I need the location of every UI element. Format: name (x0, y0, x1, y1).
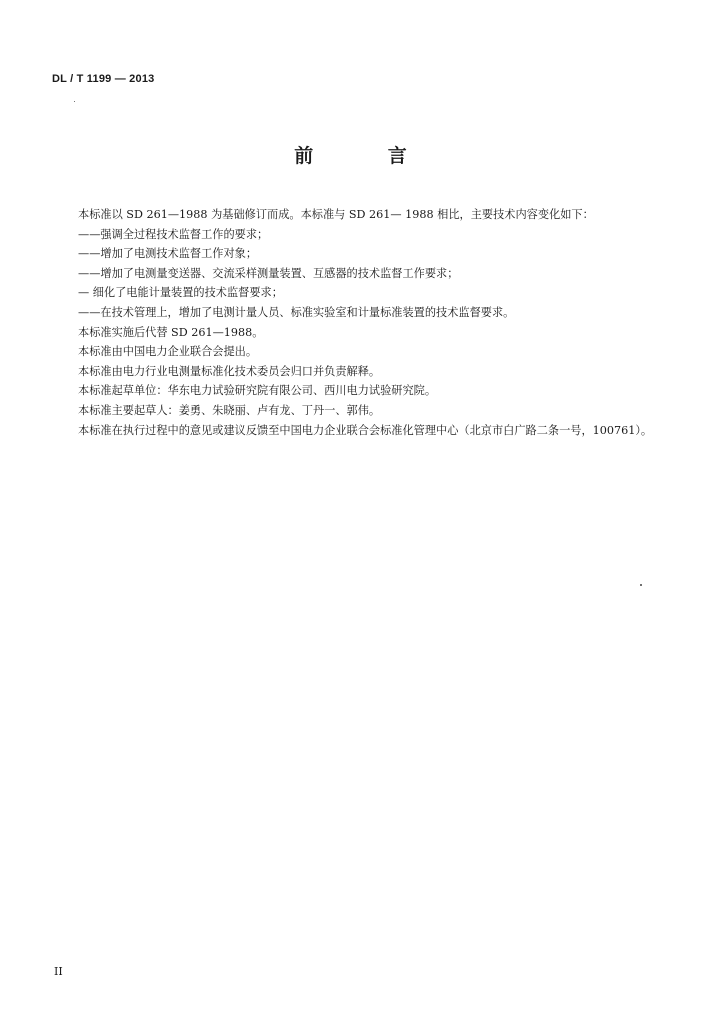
list-item-3: ——增加了电测量变送器、交流采样测量装置、互感器的技术监督工作要求； (78, 266, 459, 280)
list-item-4: — 细化了电能计量装置的技术监督要求； (78, 286, 283, 300)
paragraph-intro: 本标准以 SD 261—1988 为基础修订而成。本标准与 SD 261— 1988 相比，主要技术内容变化如下： (78, 208, 594, 221)
list-item-5: ——在技术管理上，增加了电测计量人员、标准实验室和计量标准装置的技术监督要求。 (78, 305, 515, 319)
list-item-1: ——强调全过程技术监督工作的要求； (78, 227, 269, 241)
standard-number: DL / T 1199 — 2013 (52, 73, 155, 85)
paragraph-drafting-units: 本标准起草单位：华东电力试验研究院有限公司、西川电力试验研究院。 (78, 384, 437, 398)
foreword-body (52, 205, 656, 440)
scan-speck (640, 584, 642, 586)
scan-speck (74, 101, 75, 102)
paragraph-proposer: 本标准由中国电力企业联合会提出。 (78, 345, 258, 359)
page-number: II (54, 965, 63, 978)
paragraph-committee: 本标准由电力行业电测量标准化技术委员会归口并负责解释。 (78, 364, 381, 378)
paragraph-feedback: 本标准在执行过程中的意见或建议反馈至中国电力企业联合会标准化管理中心（北京市白广路二条一号，100761）。 (78, 423, 653, 437)
paragraph-replaces: 本标准实施后代替 SD 261—1988。 (78, 325, 264, 339)
page-title: 前 言 (294, 145, 441, 167)
list-item-2: ——增加了电测技术监督工作对象； (78, 247, 258, 261)
paragraph-drafters: 本标准主要起草人：姜勇、朱晓丽、卢有龙、丁丹一、郭伟。 (78, 403, 381, 417)
